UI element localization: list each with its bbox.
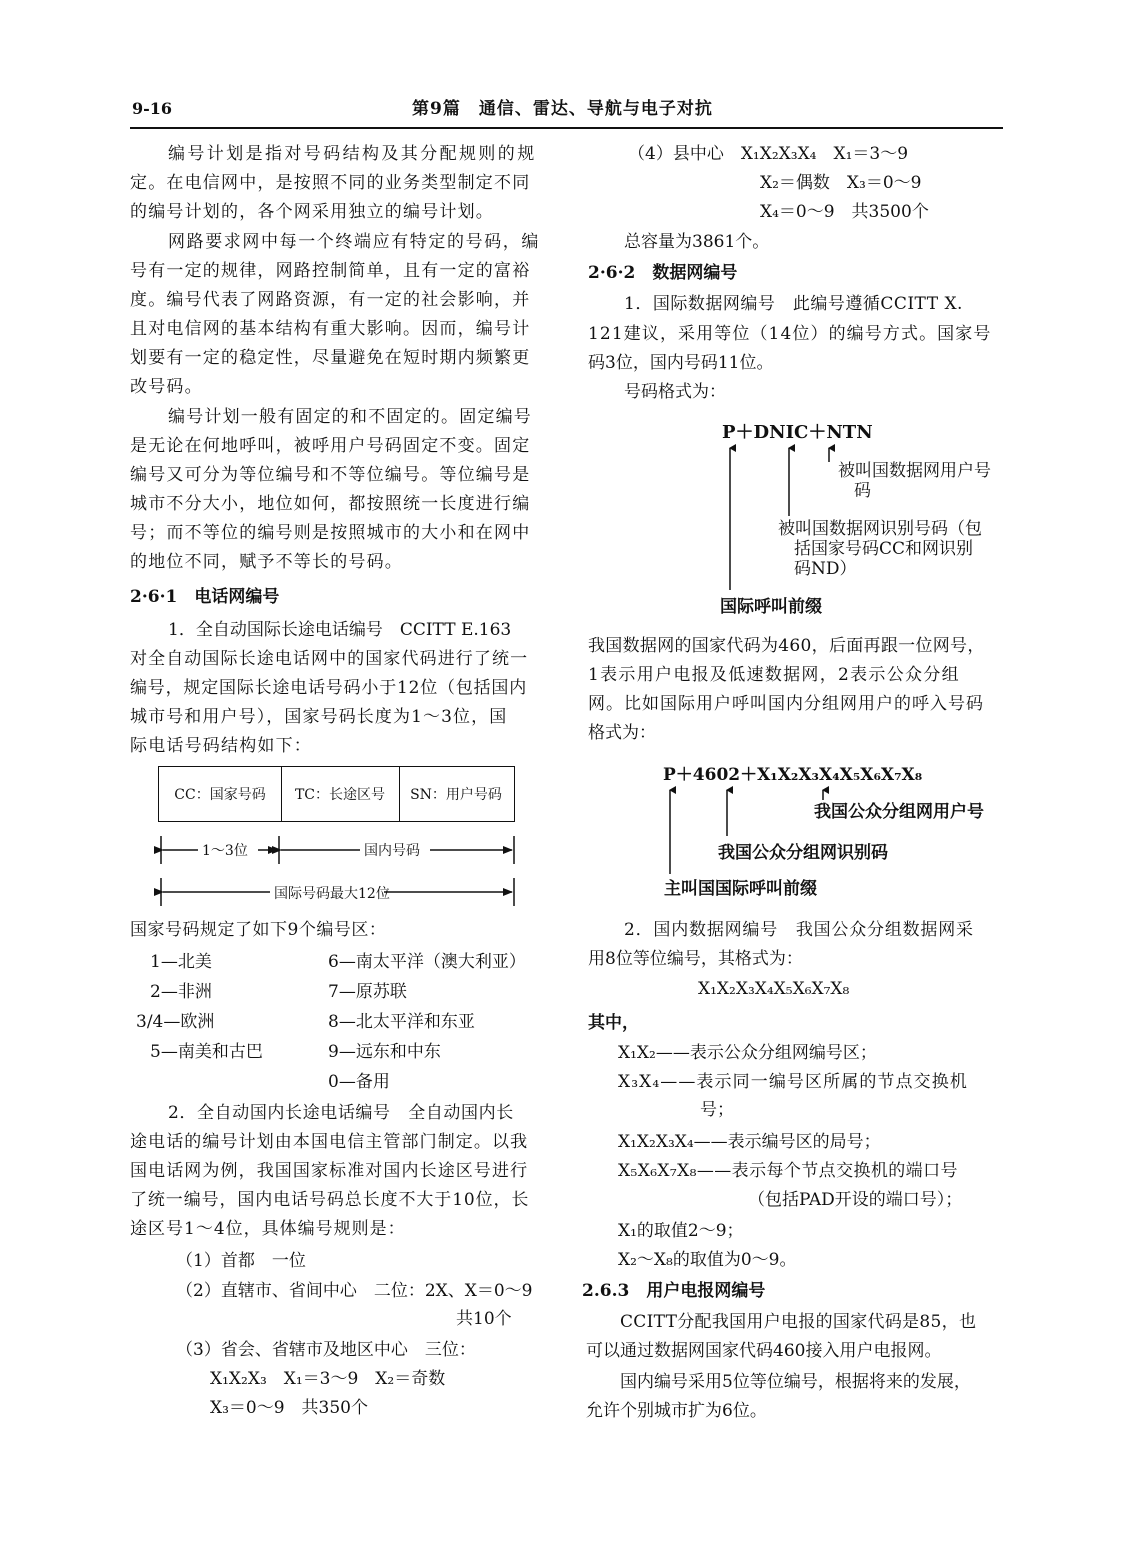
zone-item: 0—备用 — [328, 1072, 390, 1092]
zone-item: 9—远东和中东 — [328, 1042, 441, 1062]
zone-item: 3/4—欧洲 — [136, 1012, 215, 1032]
para-line: 途区号1～4位，具体编号规则是： — [130, 1219, 406, 1239]
para-line: 码3位，国内号码11位。 — [588, 353, 774, 373]
psn-label-net: 我国公众分组网识别码 — [718, 843, 888, 863]
psn-label-user: 我国公众分组网用户号 — [814, 802, 984, 822]
rule-item: （2）直辖市、省间中心 二位：2X、X＝0～9 — [176, 1281, 533, 1301]
dim-domestic-label: 国内号码 — [362, 840, 422, 862]
def-item: X₁的取值2～9； — [618, 1221, 744, 1241]
sn-cell: SN：用户号码 — [410, 787, 502, 803]
psn-label-prefix: 主叫国国际呼叫前缀 — [664, 879, 817, 899]
para-line: 121建议，采用等位（14位）的编号方式。国家号 — [588, 324, 992, 344]
rule-item: （1）首都 一位 — [176, 1251, 306, 1271]
para-line: 2．全自动国内长途电话编号 全自动国内长 — [168, 1103, 514, 1123]
dnic-label-ntn-cont: 码 — [854, 481, 871, 501]
rule-item: X₁X₂X₃ X₁＝3～9 X₂＝奇数 — [210, 1369, 446, 1389]
rule-item: （4）县中心 X₁X₂X₃X₄ X₁＝3～9 — [628, 144, 909, 164]
rule-item: X₃＝0～9 共350个 — [210, 1398, 368, 1418]
para-line: 网路要求网中每一个终端应有特定的号码，编 — [168, 232, 540, 252]
dnic-label-dnic-cont: 括国家号码CC和网识别 — [794, 539, 974, 559]
dim-cc-label: 1～3位 — [200, 840, 250, 862]
para-line: 是无论在何地呼叫，被呼用户号码固定不变。固定 — [130, 436, 531, 456]
para-line: 编号又可分为等位编号和不等位编号。等位编号是 — [130, 465, 531, 485]
def-item: X₂～X₈的取值为0～9。 — [618, 1250, 797, 1270]
para-line: 的编号计划的，各个网采用独立的编号计划。 — [130, 202, 494, 222]
zone-item: 1—北美 — [150, 952, 212, 972]
zone-item: 8—北太平洋和东亚 — [328, 1012, 475, 1032]
para-line: 国家号码规定了如下9个编号区： — [130, 920, 387, 940]
zone-item: 5—南美和古巴 — [150, 1042, 263, 1062]
para-line: 编号，规定国际长途电话号码小于12位（包括国内 — [130, 678, 528, 698]
para-line: 其中， — [588, 1013, 639, 1033]
section-heading: 2·6·1 电话网编号 — [130, 587, 280, 607]
para-line: 途电话的编号计划由本国电信主管部门制定。以我 — [130, 1132, 529, 1152]
para-line: 的地位不同，赋予不等长的号码。 — [130, 552, 403, 572]
para-line: 1．全自动国际长途电话编号 CCITT E.163 — [168, 620, 512, 640]
dnic-label-dnic: 被叫国数据网识别号码（包 — [778, 519, 982, 539]
tc-cell: TC：长途区号 — [294, 787, 386, 803]
para-line: 了统一编号，国内电话号码总长度不大于10位，长 — [130, 1190, 530, 1210]
section-heading: 2·6·2 数据网编号 — [588, 263, 738, 283]
def-item: X₃X₄——表示同一编号区所属的节点交换机 — [618, 1072, 968, 1092]
para-line: 网。比如国际用户呼叫国内分组网用户的呼入号码 — [588, 694, 984, 714]
format-line: X₁X₂X₃X₄X₅X₆X₇X₈ — [698, 979, 850, 999]
para-line: 编号计划一般有固定的和不固定的。固定编号 — [168, 407, 532, 427]
def-item: X₅X₆X₇X₈——表示每个节点交换机的端口号 — [618, 1161, 958, 1181]
para-line: 划要有一定的稳定性，尽量避免在短时期内频繁更 — [130, 348, 531, 368]
zone-item: 2—非洲 — [150, 982, 212, 1002]
para-line: 编号计划是指对号码结构及其分配规则的规 — [168, 144, 537, 164]
para-line: 允许个别城市扩为6位。 — [586, 1401, 767, 1421]
para-line: CCITT分配我国用户电报的国家代码是85，也 — [620, 1312, 977, 1332]
para-line: 城市号和用户号），国家号码长度为1～3位，国 — [130, 707, 508, 727]
para-line: 1．国际数据网编号 此编号遵循CCITT X. — [624, 294, 963, 314]
dnic-label-dnic-cont2: 码ND） — [794, 559, 857, 579]
def-item: （包括PAD开设的端口号）； — [748, 1190, 963, 1210]
para-line: 号码格式为： — [624, 382, 726, 402]
para-line: 格式为： — [588, 723, 656, 743]
para-line: 对全自动国际长途电话网中的国家代码进行了统一 — [130, 649, 529, 669]
page-number: 9-16 — [132, 99, 173, 118]
para-line: 改号码。 — [130, 377, 203, 397]
dnic-formula: P＋DNIC＋NTN — [722, 422, 873, 443]
para-line: 可以通过数据网国家代码460接入用户电报网。 — [586, 1341, 942, 1361]
para-line: 城市不分大小，地位如何，都按照统一长度进行编 — [130, 494, 531, 514]
dnic-label-prefix: 国际呼叫前缀 — [720, 597, 822, 617]
para-line: 总容量为3861个。 — [624, 232, 770, 252]
zone-item: 6—南太平洋（澳大利亚） — [328, 952, 526, 972]
para-line: 际电话号码结构如下： — [130, 736, 312, 756]
para-line: 国内编号采用5位等位编号，根据将来的发展， — [620, 1372, 971, 1392]
para-line: 号有一定的规律，网路控制简单，且有一定的富裕 — [130, 261, 531, 281]
psn-formula: P＋4602＋X₁X₂X₃X₄X₅X₆X₇X₈ — [663, 765, 923, 785]
para-line: 定。在电信网中，是按照不同的业务类型制定不同 — [130, 173, 531, 193]
para-line: 国电话网为例，我国国家标准对国内长途区号进行 — [130, 1161, 529, 1181]
cc-cell: CC：国家号码 — [174, 787, 266, 803]
def-item: X₁X₂X₃X₄——表示编号区的局号； — [618, 1132, 881, 1152]
para-line: 度。编号代表了网路资源，有一定的社会影响，并 — [130, 290, 531, 310]
rule-item: X₄＝0～9 共3500个 — [760, 202, 929, 222]
def-item: 号； — [700, 1100, 734, 1120]
para-line: 且对电信网的基本结构有重大影响。因而，编号计 — [130, 319, 531, 339]
zone-item: 7—原苏联 — [328, 982, 407, 1002]
para-line: 用8位等位编号，其格式为： — [588, 949, 803, 969]
para-line: 我国数据网的国家代码为460，后面再跟一位网号， — [588, 636, 985, 656]
dim-intl-label: 国际号码最大12位 — [272, 883, 392, 905]
rule-item: （3）省会、省辖市及地区中心 三位： — [176, 1340, 476, 1360]
para-line: 号；而不等位的编号则是按照城市的大小和在网中 — [130, 523, 531, 543]
section-heading: 2.6.3 用户电报网编号 — [582, 1281, 766, 1301]
def-item: X₁X₂——表示公众分组网编号区； — [618, 1043, 877, 1063]
rule-item: 共10个 — [456, 1309, 512, 1329]
para-line: 1表示用户电报及低速数据网，2表示公众分组 — [588, 665, 960, 685]
dnic-label-ntn: 被叫国数据网用户号 — [838, 461, 991, 481]
para-line: 2．国内数据网编号 我国公众分组数据网采 — [624, 920, 974, 940]
rule-item: X₂＝偶数 X₃＝0～9 — [760, 173, 922, 193]
running-header: 第9篇 通信、雷达、导航与电子对抗 — [412, 99, 713, 119]
